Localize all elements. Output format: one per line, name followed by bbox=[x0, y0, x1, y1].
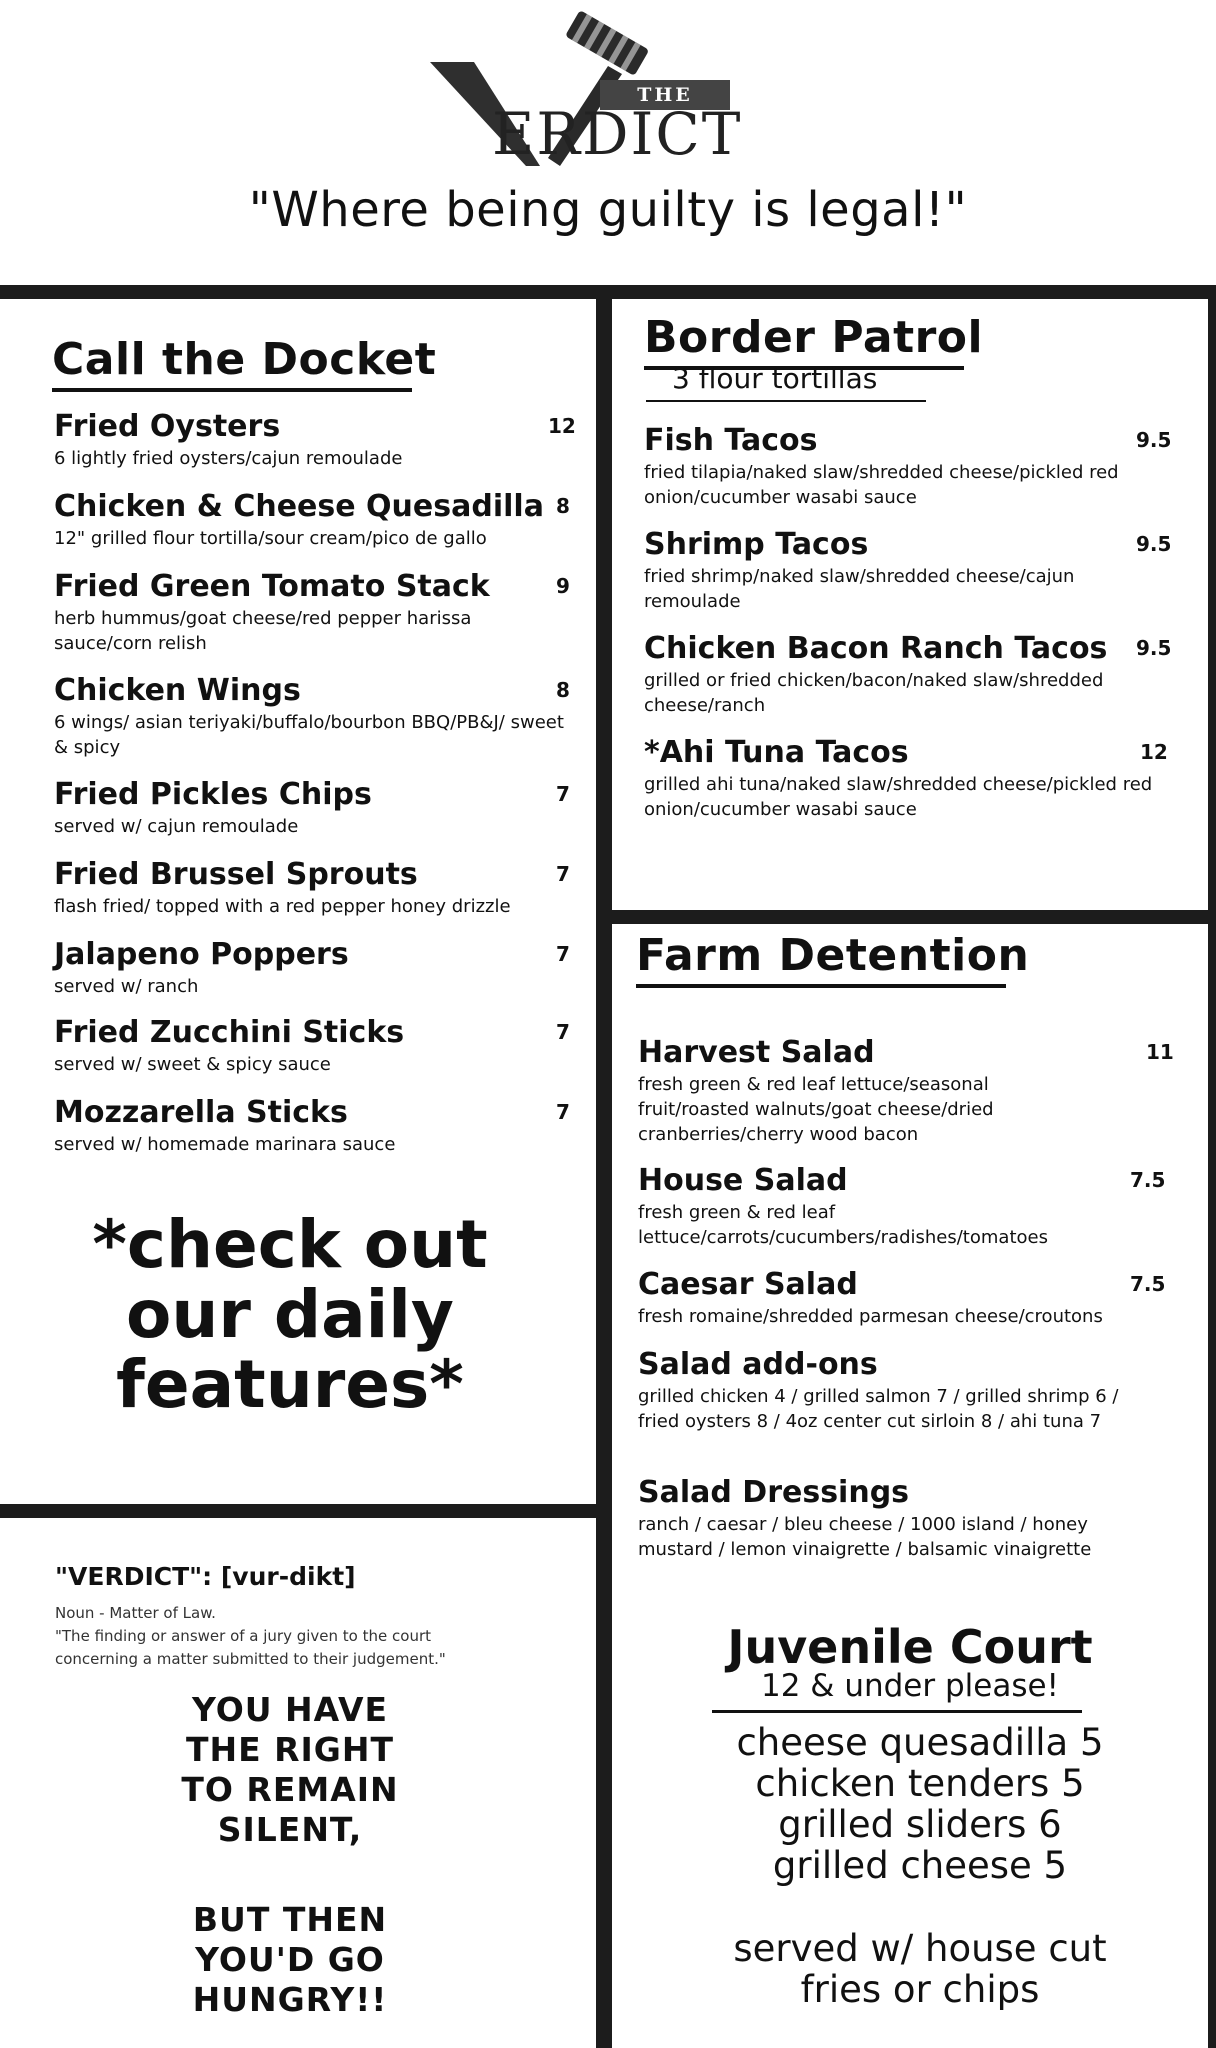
item-price: 7 bbox=[556, 1020, 570, 1044]
item-price: 9.5 bbox=[1136, 636, 1172, 660]
item-price: 9 bbox=[556, 574, 570, 598]
silent-line: YOU'D GO bbox=[195, 1940, 385, 1979]
section-title-border: Border Patrol bbox=[644, 312, 984, 363]
tagline: "Where being guilty is legal!" bbox=[248, 182, 968, 238]
footer-line: fries or chips bbox=[800, 1968, 1040, 2011]
item-name: Shrimp Tacos bbox=[644, 527, 869, 562]
item-desc: fresh green & red leaf lettuce/seasonal fruit/roasted walnuts/goat cheese/dried cranberries/cherry wood bacon bbox=[638, 1074, 994, 1145]
definition-line: concerning a matter submitted to their judgement." bbox=[55, 1650, 446, 1668]
item-price: 9.5 bbox=[1136, 428, 1172, 452]
item-price: 9.5 bbox=[1136, 532, 1172, 556]
definition-heading: "VERDICT": [vur-dikt] bbox=[55, 1562, 356, 1591]
item-desc: 6 lightly fried oysters/cajun remoulade bbox=[54, 448, 403, 469]
menu-item bbox=[638, 1034, 1174, 1147]
logo-the-banner: THE bbox=[600, 80, 730, 110]
divider-right-middle bbox=[610, 910, 1216, 924]
menu-item bbox=[54, 408, 574, 471]
item-name: Chicken Bacon Ranch Tacos bbox=[644, 631, 1108, 666]
kids-menu-footer bbox=[700, 1928, 1140, 2010]
item-name: Salad add-ons bbox=[638, 1347, 878, 1382]
item-price: 7.5 bbox=[1130, 1272, 1166, 1296]
item-desc: flash fried/ topped with a red pepper honey drizzle bbox=[54, 896, 511, 917]
silent-line: YOU HAVE bbox=[191, 1690, 389, 1729]
silent-line: THE RIGHT bbox=[185, 1730, 395, 1769]
item-name: *Ahi Tuna Tacos bbox=[644, 735, 909, 770]
section-title-farm: Farm Detention bbox=[636, 930, 1030, 981]
item-desc: served w/ cajun remoulade bbox=[54, 816, 299, 837]
menu-item bbox=[638, 1162, 1168, 1250]
item-price: 11 bbox=[1146, 1040, 1174, 1064]
item-desc: served w/ ranch bbox=[54, 976, 199, 997]
item-price: 8 bbox=[556, 678, 570, 702]
item-name: Salad Dressings bbox=[638, 1475, 910, 1510]
item-name: Fish Tacos bbox=[644, 423, 818, 458]
item-name: Fried Green Tomato Stack bbox=[54, 569, 490, 604]
section-underline bbox=[646, 400, 926, 402]
item-desc: 12" grilled flour tortilla/sour cream/pico de gallo bbox=[54, 528, 487, 549]
silent-line: SILENT, bbox=[217, 1810, 363, 1849]
kids-menu-item: chicken tenders 5 bbox=[755, 1762, 1085, 1805]
silent-note-b bbox=[140, 1900, 440, 2020]
item-desc: fresh green & red leaf lettuce/carrots/cucumbers/radishes/tomatoes bbox=[638, 1202, 1048, 1248]
item-name: Harvest Salad bbox=[638, 1035, 875, 1070]
divider-left-bottom bbox=[0, 1504, 600, 1518]
menu-item bbox=[638, 1474, 1168, 1562]
divider-top bbox=[0, 285, 1216, 299]
item-price: 7 bbox=[556, 782, 570, 806]
section-underline bbox=[52, 388, 412, 392]
item-desc: fresh romaine/shredded parmesan cheese/croutons bbox=[638, 1306, 1103, 1327]
definition-line: Noun - Matter of Law. bbox=[55, 1604, 216, 1622]
note-line: features* bbox=[116, 1346, 464, 1423]
menu-item bbox=[644, 630, 1174, 718]
silent-line: BUT THEN bbox=[192, 1900, 388, 1939]
logo-wordmark: ERDICT bbox=[492, 100, 743, 168]
item-price: 12 bbox=[548, 414, 576, 438]
kids-menu-item: grilled sliders 6 bbox=[778, 1803, 1062, 1846]
item-desc: grilled or fried chicken/bacon/naked slaw/shredded cheese/ranch bbox=[644, 670, 1104, 716]
menu-header bbox=[0, 0, 1216, 285]
kids-menu-item: cheese quesadilla 5 bbox=[736, 1721, 1104, 1764]
menu-item bbox=[54, 936, 574, 999]
item-price: 7 bbox=[556, 942, 570, 966]
menu-item bbox=[54, 856, 574, 919]
section-underline bbox=[636, 984, 1006, 988]
item-desc: fried shrimp/naked slaw/shredded cheese/cajun remoulade bbox=[644, 566, 1075, 612]
item-name: Fried Pickles Chips bbox=[54, 777, 372, 812]
definition-line: "The finding or answer of a jury given to the court bbox=[55, 1627, 431, 1645]
item-desc: grilled ahi tuna/naked slaw/shredded cheese/pickled red onion/cucumber wasabi sauce bbox=[644, 774, 1153, 820]
item-name: Fried Oysters bbox=[54, 409, 281, 444]
item-price: 7.5 bbox=[1130, 1168, 1166, 1192]
item-desc: grilled chicken 4 / grilled salmon 7 / grilled shrimp 6 / fried oysters 8 / 4oz center cut sirloin 8 / ahi tuna 7 bbox=[638, 1386, 1119, 1432]
divider-right-edge bbox=[1208, 299, 1216, 2048]
divider-vertical bbox=[596, 299, 612, 2048]
kids-menu-item: grilled cheese 5 bbox=[772, 1844, 1068, 1887]
item-name: Fried Brussel Sprouts bbox=[54, 857, 418, 892]
item-name: Mozzarella Sticks bbox=[54, 1095, 348, 1130]
item-name: House Salad bbox=[638, 1163, 848, 1198]
item-name: Chicken & Cheese Quesadilla bbox=[54, 489, 544, 524]
item-price: 8 bbox=[556, 494, 570, 518]
menu-item bbox=[644, 734, 1174, 822]
item-name: Caesar Salad bbox=[638, 1267, 858, 1302]
item-name: Jalapeno Poppers bbox=[54, 937, 349, 972]
menu-item bbox=[54, 776, 574, 839]
item-desc: 6 wings/ asian teriyaki/buffalo/bourbon BBQ/PB&J/ sweet & spicy bbox=[54, 712, 564, 758]
menu-item bbox=[644, 526, 1174, 614]
section-title-docket: Call the Docket bbox=[52, 334, 437, 385]
note-line: *check out bbox=[92, 1206, 488, 1283]
footer-line: served w/ house cut bbox=[733, 1927, 1107, 1970]
menu-item bbox=[54, 1094, 574, 1157]
section-title-juvenile: Juvenile Court bbox=[727, 1620, 1093, 1674]
item-price: 7 bbox=[556, 1100, 570, 1124]
menu-item bbox=[54, 488, 574, 551]
item-desc: served w/ sweet & spicy sauce bbox=[54, 1054, 331, 1075]
daily-features-note bbox=[60, 1206, 520, 1423]
item-desc: herb hummus/goat cheese/red pepper harissa sauce/corn relish bbox=[54, 608, 472, 654]
item-desc: ranch / caesar / bleu cheese / 1000 island / honey mustard / lemon vinaigrette / balsamic vinaigrette bbox=[638, 1514, 1092, 1560]
silent-note-a bbox=[140, 1690, 440, 1850]
menu-item bbox=[54, 1014, 574, 1077]
item-price: 7 bbox=[556, 862, 570, 886]
section-subtitle: 3 flour tortillas bbox=[672, 362, 878, 395]
note-line: our daily bbox=[126, 1276, 454, 1353]
silent-line: TO REMAIN bbox=[181, 1770, 399, 1809]
menu-item bbox=[54, 568, 574, 656]
menu-item bbox=[638, 1266, 1168, 1329]
item-name: Chicken Wings bbox=[54, 673, 301, 708]
item-desc: served w/ homemade marinara sauce bbox=[54, 1134, 396, 1155]
silent-line: HUNGRY!! bbox=[192, 1980, 388, 2019]
section-underline bbox=[712, 1710, 1082, 1713]
menu-item bbox=[638, 1346, 1168, 1434]
item-name: Fried Zucchini Sticks bbox=[54, 1015, 405, 1050]
section-subtitle: 12 & under please! bbox=[761, 1668, 1059, 1704]
item-price: 12 bbox=[1140, 740, 1168, 764]
item-desc: fried tilapia/naked slaw/shredded cheese/pickled red onion/cucumber wasabi sauce bbox=[644, 462, 1119, 508]
menu-item bbox=[54, 672, 574, 760]
menu-item bbox=[644, 422, 1174, 510]
